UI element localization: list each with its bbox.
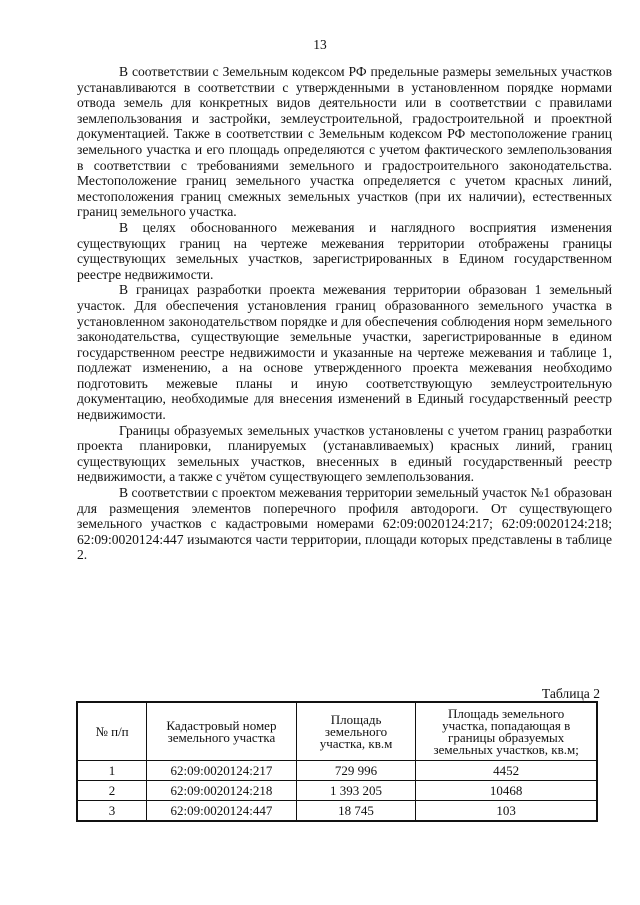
page-number: 13 [313,37,327,52]
paragraph: В целях обоснованного межевания и наглядного восприятия изменения существующих границ на чертеже межевания территории отображены границы существующих земельных участков, зарегистрированных в Едином государственном реестре недвижимости. [77,219,612,282]
header-affected-area: Площадь земельного участка, попадающая в границы образуемых земельных участков, кв.м; [416,702,597,761]
table-row [77,761,597,781]
cell-number: 2 [77,781,147,801]
paragraph: В соответствии с Земельным кодексом РФ предельные размеры земельных участков устанавливаются в соответствии с утвержденными в установленном порядке нормами отвода земель для конкретных видов деятельности или в соответствии с правилами землепользования и застройки, землеустроительной, градостроительной и проектной документацией. Также в соответствии с Земельным кодексом РФ местоположение границ земельного участка и его площадь определяются с учетом фактического землепользования в соответствии с требованиями земельного и градостроительного законодательства. Местоположение границ земельного участка определяется с учетом красных линий, местоположения границ смежных земельных участков (при их наличии), естественных границ земельного участка. [77,64,612,220]
area-table [76,701,598,822]
table-row [77,781,597,801]
table-row [77,801,597,822]
paragraph: Границы образуемых земельных участков установлены с учетом границ разработки проекта планировки, планируемых (устанавливаемых) красных линий, границ существующих земельных участков, внесенных в единый государственный реестр недвижимости, а также с учётом существующего землепользования. [77,422,612,485]
header-number: № п/п [77,702,147,761]
cell-cadastral-number: 62:09:0020124:447 [147,801,297,822]
cell-parcel-area: 729 996 [296,761,416,781]
cell-parcel-area: 1 393 205 [296,781,416,801]
header-cadastral-number: Кадастровый номер земельного участка [147,702,297,761]
table-header-row [77,702,597,761]
cell-affected-area: 10468 [416,781,597,801]
cell-parcel-area: 18 745 [296,801,416,822]
cell-cadastral-number: 62:09:0020124:218 [147,781,297,801]
document-body [77,64,612,563]
paragraph: В границах разработки проекта межевания территории образован 1 земельный участок. Для обеспечения установления границ образованного земельного участка в установленном законодательством порядке и для обеспечения соблюдения норм земельного законодательства, существующие земельные участки, зарегистрированные в едином государственном реестре недвижимости и указанные на чертеже межевания и таблице 1, подлежат изменению, а на основе утвержденного проекта межевания необходимо подготовить межевые планы и иную соответствующую землеустроительную документацию, необходимые для внесения изменений в Единый государственный реестр недвижимости. [77,282,612,423]
table-caption: Таблица 2 [541,686,600,701]
cell-cadastral-number: 62:09:0020124:217 [147,761,297,781]
cell-affected-area: 4452 [416,761,597,781]
header-parcel-area: Площадь земельного участка, кв.м [296,702,416,761]
cell-affected-area: 103 [416,801,597,822]
paragraph: В соответствии с проектом межевания территории земельный участок №1 образован для размещения элементов поперечного профиля автодороги. От существующего земельного участков с кадастровыми номерами 62:09:0020124:217; 62:09:0020124:218; 62:09:0020124:447 изымаются части территории, площади которых представлены в таблице 2. [77,485,612,563]
cell-number: 1 [77,761,147,781]
cell-number: 3 [77,801,147,822]
